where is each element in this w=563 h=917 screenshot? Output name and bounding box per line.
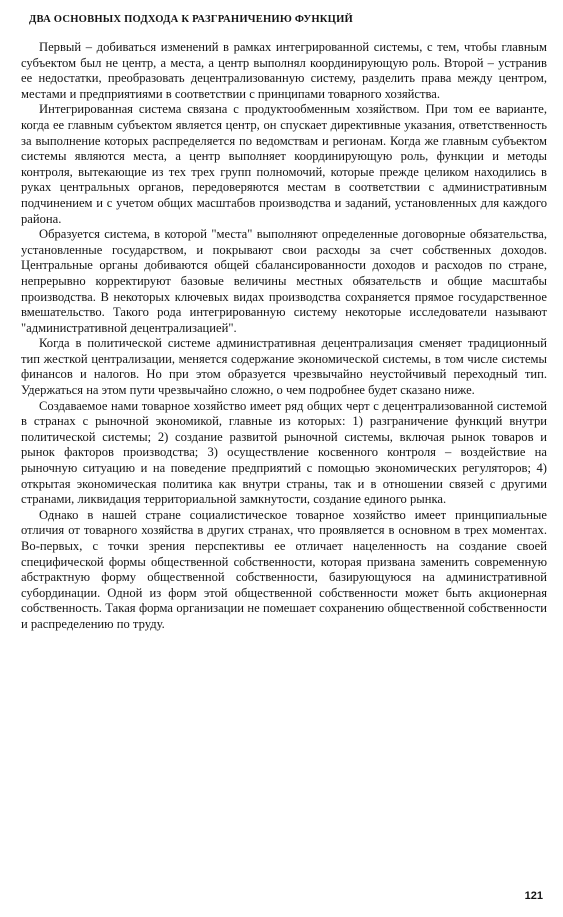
paragraph-1: Первый – добиваться изменений в рамках интегрированной системы, с тем, чтобы главным субъектом был не центр, а места, а центр выполнял координирующую роль. Второй – устранив ее недостатки, преобразовать децентрализованную систему, разделить права между центром, местами и предприятиями в соответствии с принципами товарного хозяйства. bbox=[21, 40, 547, 101]
paragraph-4: Когда в политической системе административная децентрализация сменяет традиционный тип жесткой централизации, меняется содержание экономической системы, в том числе системы финансов и налогов. Но при этом образуется чрезвычайно неустойчивый переходный тип. Удержаться на этом пути чрезвычайно сложно, о чем подробнее будет сказано ниже. bbox=[21, 336, 547, 398]
paragraph-6: Однако в нашей стране социалистическое товарное хозяйство имеет принципиальные отличия от товарного хозяйства в других странах, что проявляется в основном в трех моментах. Во-первых, с точки зрения перспективы ее отличает нацеленность на создание своей специфической формы общественной собственности, которая призвана заменить современную абстрактную форму общественной собственности, базирующуюся на административной субординации. Одной из форм этой общественной собственности может быть акционерная собственность. Такая форма организации не помешает сохранению общественной собственности и распределению по труду. bbox=[21, 507, 547, 631]
section-heading: ДВА ОСНОВНЫХ ПОДХОДА К РАЗГРАНИЧЕНИЮ ФУНКЦИЙ bbox=[29, 14, 353, 25]
paragraph-5: Создаваемое нами товарное хозяйство имеет ряд общих черт с децентрализованной системой в странах с рыночной экономикой, главные из которых: 1) разграничение функций внутри политической системы; 2) создание развитой рыночной системы, включая рынок товаров и рынок факторов производства; 3) осуществление косвенного контроля – воздействие на рыночную ситуацию и на поведение предприятий с помощью экономических регуляторов; 4) открытая экономическая политика как внутри страны, так и в отношении связей с другими странами, ликвидация территориальной замкнутости, создание единого рынка. bbox=[21, 398, 547, 507]
page-number: 121 bbox=[524, 890, 543, 902]
paragraph-2: Интегрированная система связана с продуктообменным хозяйством. При том ее варианте, когда ее главным субъектом является центр, он спускает директивные указания, ответственность за выполнение которых распределяется по ведомствам и регионам. Когда же главным субъектом системы являются места, а центр выполняет координирующую роль, функции и методы контроля, вытекающие из тех трех групп полномочий, которые прежде целиком находились в руках центральных органов, передоверяются местам в соответствии с административным подчинением и с учетом общих масштабов производства и заданий, установленных для каждого района. bbox=[21, 102, 547, 226]
paragraph-3: Образуется система, в которой "места" выполняют определенные договорные обязательства, установленные государством, и покрывают свои расходы за счет собственных доходов. Центральные органы добиваются общей сбалансированности доходов и расходов по стране, непрерывно корректируют базовые величины местных обязательств и общие масштабы производства. В некоторых ключевых видах производства сохраняется прямое государственное вмешательство. Такого рода интегрированную систему некоторые исследователи называют "административной децентрализацией". bbox=[21, 227, 547, 335]
